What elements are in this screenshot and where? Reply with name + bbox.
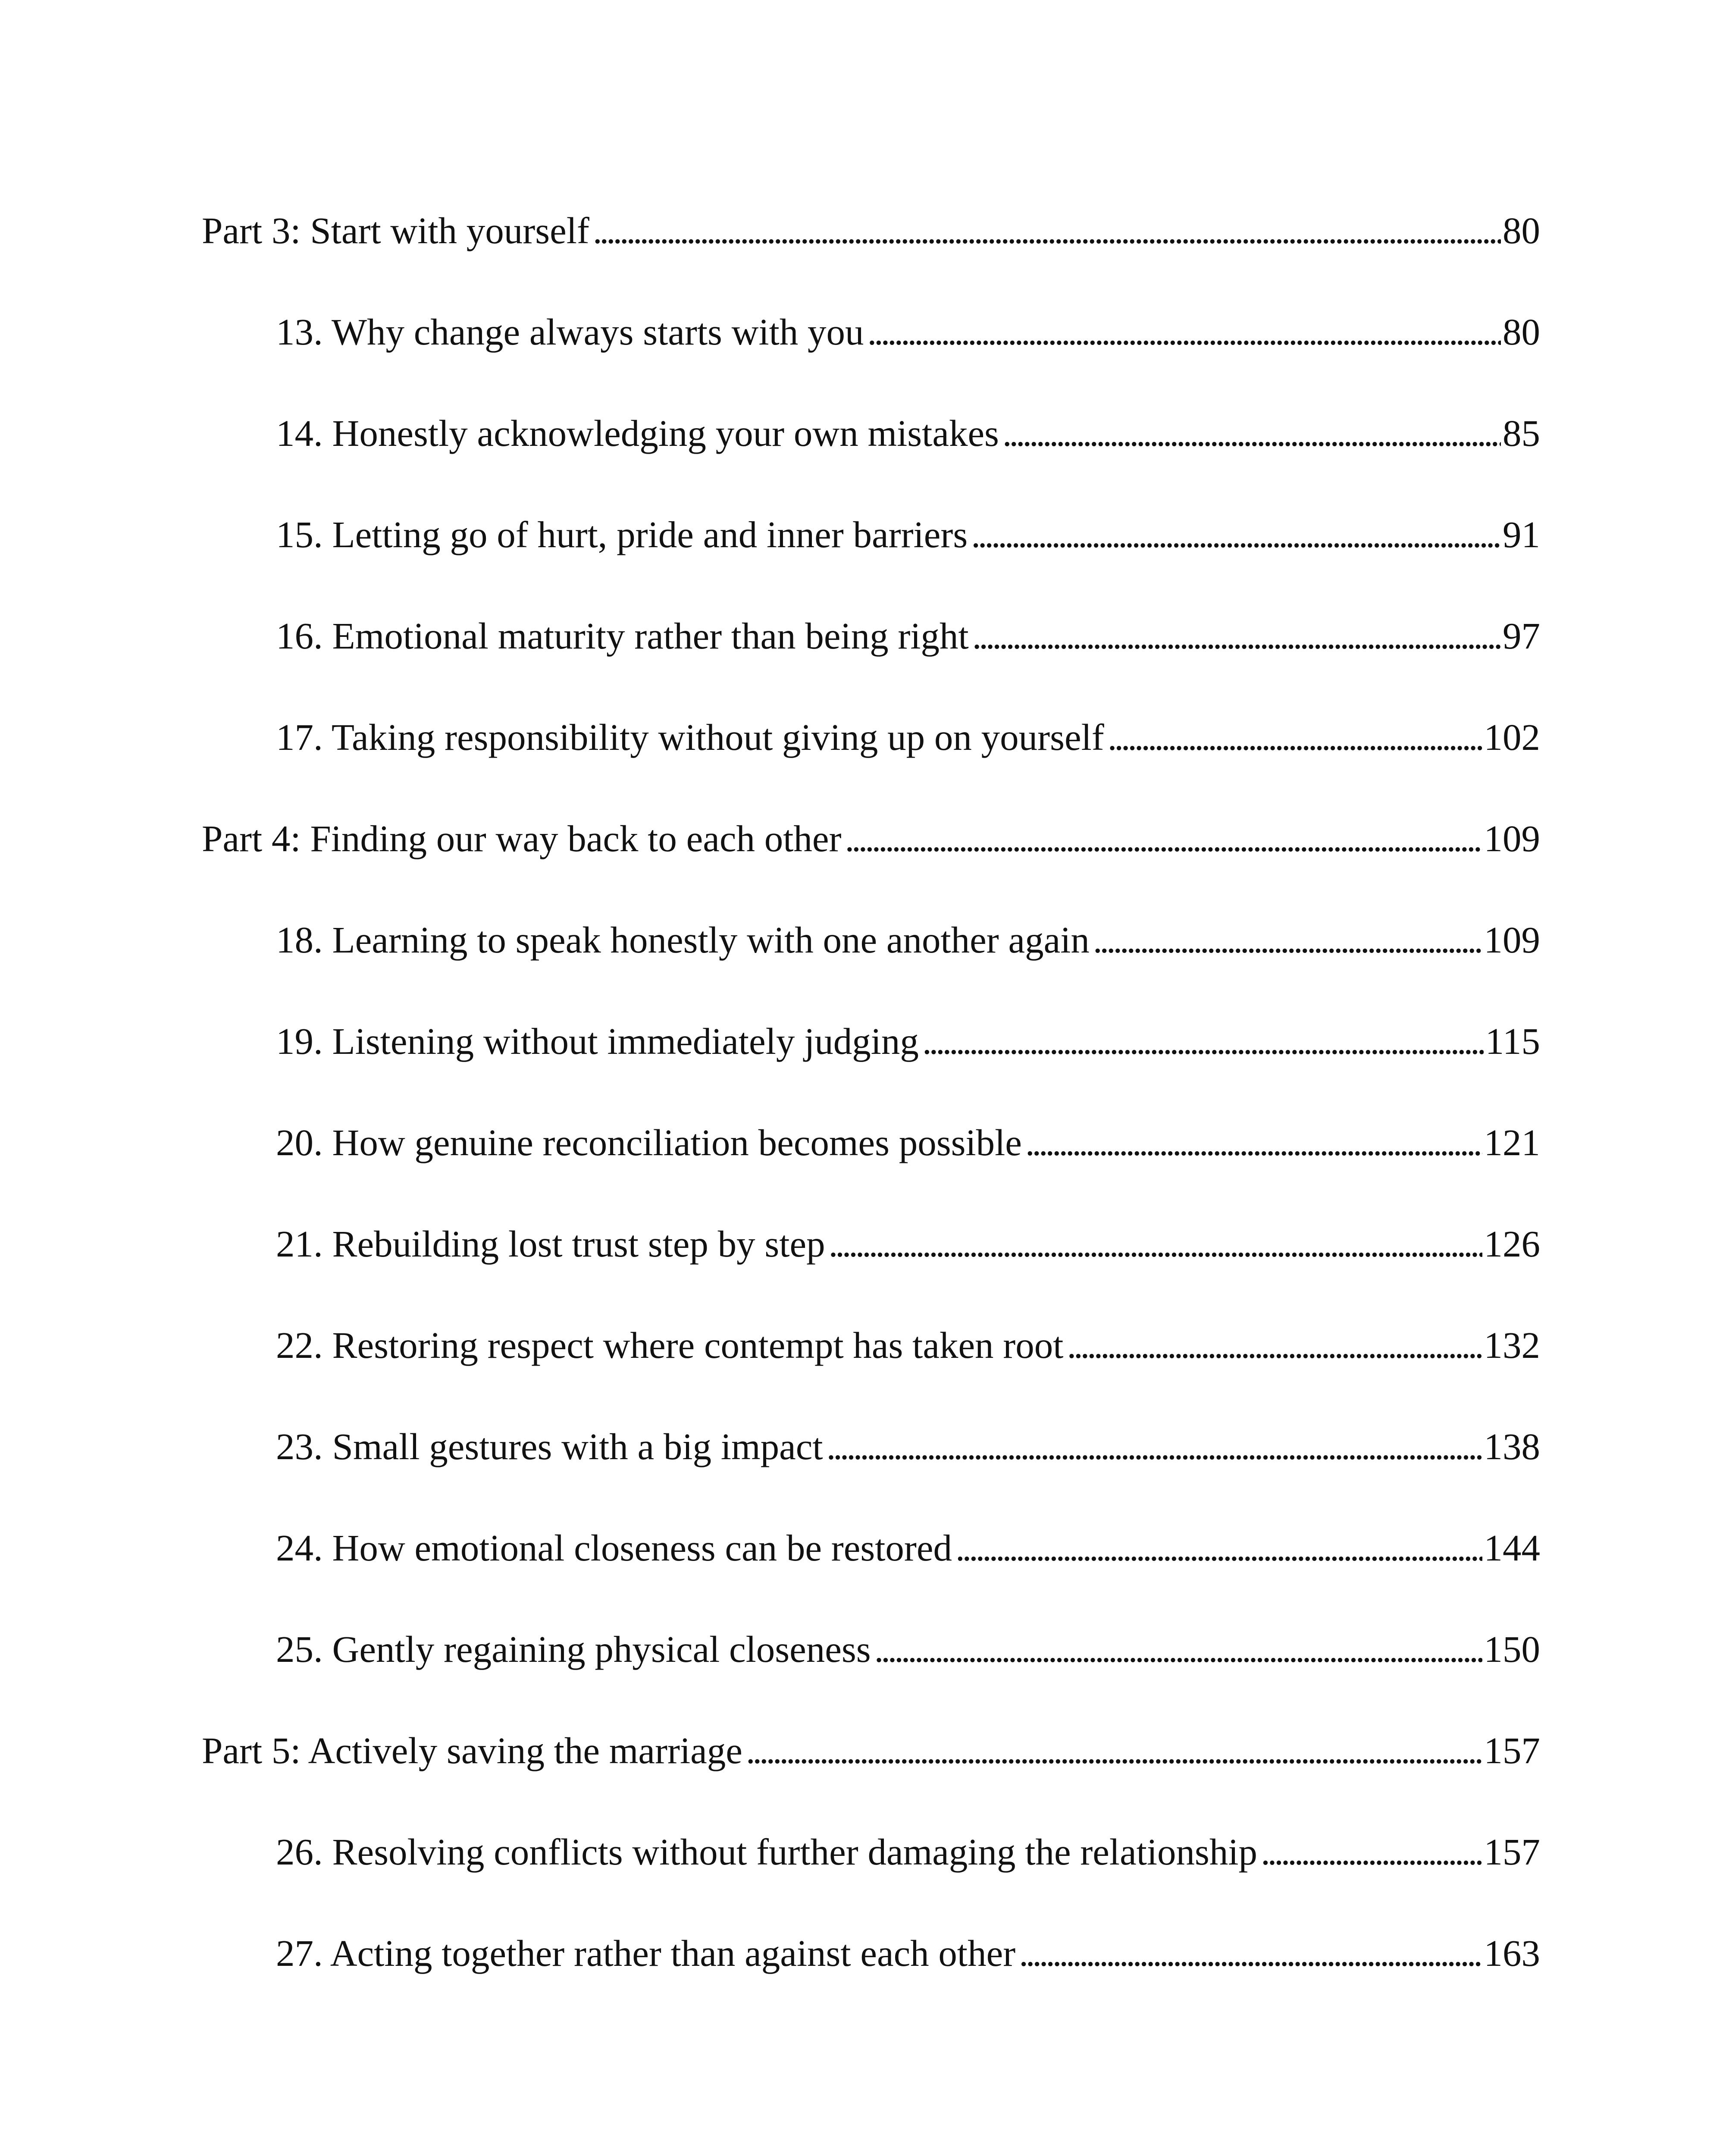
toc-entry-chapter-22 xyxy=(276,1317,1540,1373)
toc-entry-page-number: 126 xyxy=(1484,1223,1540,1265)
dot-leader xyxy=(874,1621,1482,1677)
toc-entry-part-4 xyxy=(202,811,1540,867)
toc-entry-title: 27. Acting together rather than against each other xyxy=(276,1932,1016,1974)
toc-entry-chapter-13 xyxy=(276,304,1540,360)
toc-entry-title: 13. Why change always starts with you xyxy=(276,311,864,353)
toc-entry-title: 26. Resolving conflicts without further damaging the relationship xyxy=(276,1831,1258,1873)
toc-entry-part-5 xyxy=(202,1723,1540,1779)
dot-leader xyxy=(746,1723,1482,1779)
toc-entry-chapter-23 xyxy=(276,1419,1540,1475)
toc-entry-title: 15. Letting go of hurt, pride and inner barriers xyxy=(276,514,968,555)
toc-entry-title: 24. How emotional closeness can be restored xyxy=(276,1527,952,1569)
dot-leader xyxy=(1019,1925,1482,1981)
dot-leader xyxy=(1093,912,1482,968)
toc-entry-page-number: 109 xyxy=(1484,919,1540,961)
dot-leader xyxy=(972,608,1501,664)
toc-entry-chapter-17 xyxy=(276,709,1540,765)
toc-entry-page-number: 80 xyxy=(1503,210,1540,251)
dot-leader xyxy=(1261,1824,1482,1880)
toc-entry-title: 23. Small gestures with a big impact xyxy=(276,1426,823,1467)
toc-entry-title: Part 5: Actively saving the marriage xyxy=(202,1730,742,1771)
toc-entry-title: 21. Rebuilding lost trust step by step xyxy=(276,1223,825,1265)
toc-entry-title: 14. Honestly acknowledging your own mistakes xyxy=(276,412,999,454)
toc-entry-chapter-26 xyxy=(276,1824,1540,1880)
dot-leader xyxy=(593,203,1501,259)
toc-entry-page-number: 115 xyxy=(1485,1020,1540,1062)
toc-entry-title: 18. Learning to speak honestly with one another again xyxy=(276,919,1090,961)
toc-entry-title: 22. Restoring respect where contempt has taken root xyxy=(276,1324,1064,1366)
toc-entry-page-number: 102 xyxy=(1484,716,1540,758)
dot-leader xyxy=(1067,1317,1482,1373)
toc-entry-chapter-18 xyxy=(276,912,1540,968)
toc-entry-title: 19. Listening without immediately judging xyxy=(276,1020,919,1062)
dot-leader xyxy=(955,1520,1482,1576)
toc-entry-page-number: 85 xyxy=(1503,412,1540,454)
toc-entry-chapter-16 xyxy=(276,608,1540,664)
dot-leader xyxy=(971,507,1501,563)
toc-entry-title: 25. Gently regaining physical closeness xyxy=(276,1628,871,1670)
toc-entry-chapter-19 xyxy=(276,1013,1540,1069)
toc-entry-page-number: 91 xyxy=(1503,514,1540,555)
toc-entry-chapter-20 xyxy=(276,1115,1540,1171)
dot-leader xyxy=(1002,405,1501,461)
toc-entry-chapter-15 xyxy=(276,507,1540,563)
toc-entry-title: 20. How genuine reconciliation becomes possible xyxy=(276,1122,1022,1163)
toc-entry-page-number: 97 xyxy=(1503,615,1540,657)
toc-entry-title: Part 4: Finding our way back to each other xyxy=(202,818,842,859)
dot-leader xyxy=(1108,709,1482,765)
toc-entry-page-number: 121 xyxy=(1484,1122,1540,1163)
toc-entry-page-number: 150 xyxy=(1484,1628,1540,1670)
toc-entry-chapter-27 xyxy=(276,1925,1540,1981)
toc-entry-page-number: 163 xyxy=(1484,1932,1540,1974)
dot-leader xyxy=(868,304,1501,360)
toc-entry-page-number: 157 xyxy=(1484,1730,1540,1771)
toc-entry-page-number: 138 xyxy=(1484,1426,1540,1467)
toc-entry-chapter-21 xyxy=(276,1216,1540,1272)
toc-entry-part-3 xyxy=(202,203,1540,259)
dot-leader xyxy=(829,1216,1482,1272)
toc-entry-chapter-14 xyxy=(276,405,1540,461)
toc-entry-chapter-25 xyxy=(276,1621,1540,1677)
toc-entry-chapter-24 xyxy=(276,1520,1540,1576)
toc-entry-page-number: 144 xyxy=(1484,1527,1540,1569)
toc-entry-title: 16. Emotional maturity rather than being right xyxy=(276,615,969,657)
toc-entry-title: Part 3: Start with yourself xyxy=(202,210,589,251)
toc-entry-page-number: 80 xyxy=(1503,311,1540,353)
dot-leader xyxy=(845,811,1482,867)
toc-entry-title: 17. Taking responsibility without giving up on yourself xyxy=(276,716,1104,758)
dot-leader xyxy=(1025,1115,1482,1171)
toc-entry-page-number: 109 xyxy=(1484,818,1540,859)
dot-leader xyxy=(922,1013,1484,1069)
toc-entry-page-number: 132 xyxy=(1484,1324,1540,1366)
dot-leader xyxy=(827,1419,1482,1475)
toc-entry-page-number: 157 xyxy=(1484,1831,1540,1873)
